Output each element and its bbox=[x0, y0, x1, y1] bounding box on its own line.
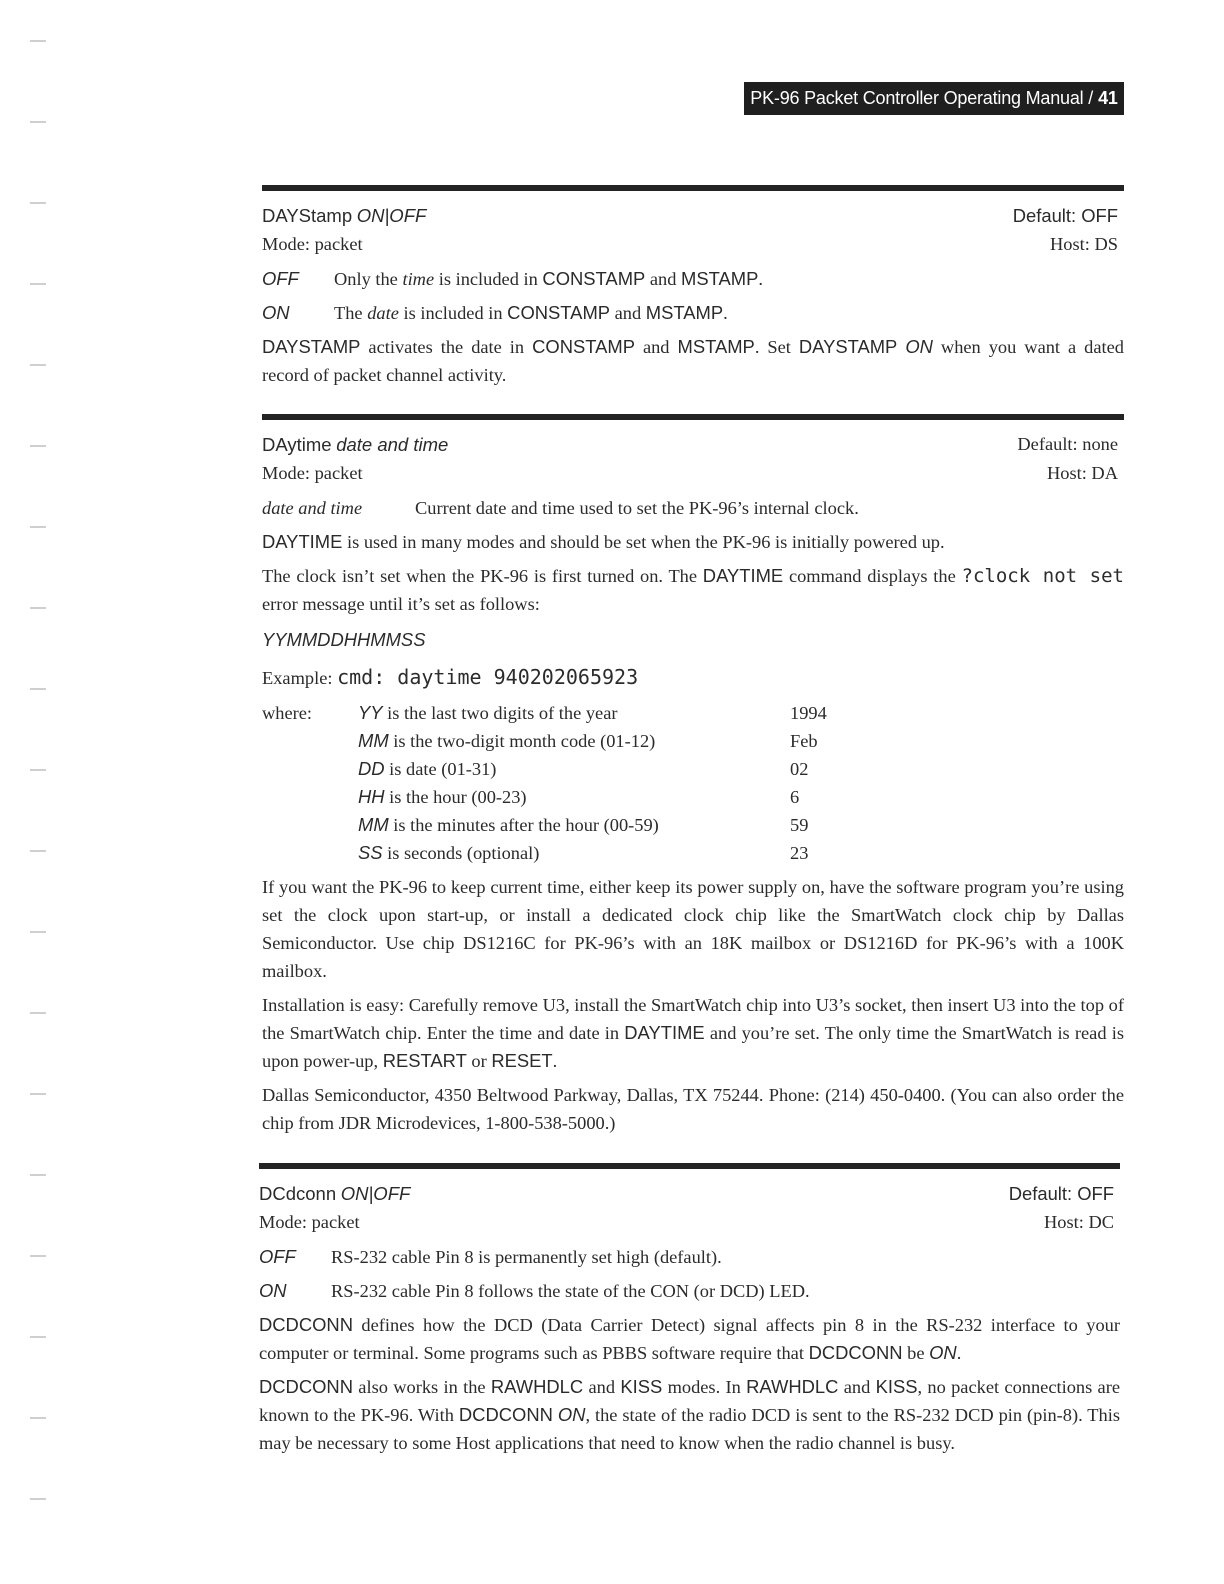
paragraph-keep-time: If you want the PK-96 to keep current time, either keep its power supply on, have the software program you’re using set the clock upon start-up, or install a dedicated clock chip like the SmartWatch clock chip by Dallas Semiconductor. Use chip DS1216C for PK-96’s with an 18K mailbox or DS1216D for PK-96’s with a 100K mailbox. bbox=[262, 877, 1124, 981]
binding-tick bbox=[30, 364, 46, 366]
binding-tick bbox=[30, 121, 46, 123]
paragraph-contact: Dallas Semiconductor, 4350 Beltwood Parkway, Dallas, TX 75244. Phone: (214) 450-0400. (You can also order the chip from JDR Microdevices, 1-800-538-5000.) bbox=[262, 1085, 1124, 1133]
binding-tick bbox=[30, 1255, 46, 1257]
option-off bbox=[262, 265, 1124, 293]
where-row: DD is date (01-31) 02 bbox=[358, 758, 809, 779]
option-text: RS-232 cable Pin 8 is permanently set high (default). bbox=[331, 1247, 722, 1267]
where-row: YY is the last two digits of the year 1994 bbox=[358, 702, 827, 723]
binding-tick bbox=[30, 931, 46, 933]
option-text: RS-232 cable Pin 8 follows the state of the CON (or DCD) LED. bbox=[331, 1281, 810, 1301]
paragraph-usage: DAYTIME is used in many modes and should be set when the PK-96 is initially powered up. bbox=[262, 531, 945, 552]
binding-tick bbox=[30, 1174, 46, 1176]
binding-tick bbox=[30, 202, 46, 204]
binding-tick bbox=[30, 445, 46, 447]
description-paragraph: DAYSTAMP activates the date in CONSTAMP and MSTAMP. Set DAYSTAMP ON when you want a dated record of packet channel activity. bbox=[262, 336, 1125, 385]
command-name: DAYStamp bbox=[262, 205, 353, 226]
example-code: cmd: daytime 940202065923 bbox=[337, 665, 639, 689]
option-text: The date is included in CONSTAMP and MSTAMP. bbox=[334, 302, 728, 323]
binding-tick bbox=[30, 850, 46, 852]
option-text: Current date and time used to set the PK-96’s internal clock. bbox=[415, 498, 859, 518]
where-row: HH is the hour (00-23) 6 bbox=[358, 786, 800, 807]
option-key: OFF bbox=[262, 268, 299, 289]
binding-tick bbox=[30, 1012, 46, 1014]
binding-tick bbox=[30, 1336, 46, 1338]
binding-margin bbox=[26, 30, 46, 1530]
option-key: OFF bbox=[259, 1246, 296, 1267]
command-line bbox=[262, 430, 1124, 459]
option-date-and-time bbox=[262, 494, 1124, 522]
where-label: where: bbox=[262, 703, 313, 723]
host-code: Host: DA bbox=[1046, 463, 1118, 483]
default-value: Default: OFF bbox=[1012, 205, 1118, 226]
paragraph-clock-not-set: The clock isn’t set when the PK-96 is first turned on. The DAYTIME command displays the ?clock not set error message until it’s set as follows: bbox=[262, 565, 1124, 614]
page-number: 41 bbox=[1098, 88, 1118, 108]
binding-tick bbox=[30, 526, 46, 528]
option-key: ON bbox=[262, 302, 290, 323]
paragraph-dcd-signal: DCDCONN defines how the DCD (Data Carrier Detect) signal affects pin 8 in the RS-232 interface to your computer or terminal. Some programs such as PBBS software require that DCDCONN be ON. bbox=[259, 1314, 1120, 1363]
command-args: date and time bbox=[336, 434, 449, 455]
option-on bbox=[259, 1277, 1120, 1305]
option-on bbox=[262, 299, 1124, 327]
binding-tick bbox=[30, 769, 46, 771]
binding-tick bbox=[30, 1417, 46, 1419]
command-args: ON|OFF bbox=[356, 205, 427, 226]
mode-line bbox=[259, 1208, 1120, 1237]
header-title: PK-96 Packet Controller Operating Manual / bbox=[750, 88, 1094, 108]
option-key: date and time bbox=[262, 498, 363, 518]
mode-line bbox=[262, 230, 1124, 259]
binding-tick bbox=[30, 1093, 46, 1095]
binding-tick bbox=[30, 40, 46, 42]
host-code: Host: DC bbox=[1044, 1212, 1114, 1232]
command-name: DCdconn bbox=[259, 1183, 337, 1204]
command-line bbox=[262, 201, 1124, 230]
dcdconn-entry bbox=[259, 1163, 1120, 1457]
example-line: Example: cmd: daytime 940202065923 bbox=[262, 665, 639, 689]
section-rule bbox=[262, 185, 1124, 191]
command-args: ON|OFF bbox=[340, 1183, 411, 1204]
binding-tick bbox=[30, 283, 46, 285]
mode: Mode: packet bbox=[262, 234, 363, 254]
section-rule bbox=[259, 1163, 1120, 1169]
mode-line bbox=[262, 459, 1124, 488]
mode: Mode: packet bbox=[262, 463, 363, 483]
binding-tick bbox=[30, 1498, 46, 1500]
daystamp-entry bbox=[262, 185, 1124, 389]
where-row: SS is seconds (optional) 23 bbox=[358, 842, 809, 863]
format-string: YYMMDDHHMMSS bbox=[262, 629, 426, 650]
paragraph-modes: DCDCONN also works in the RAWHDLC and KISS modes. In RAWHDLC and KISS, no packet connections are known to the PK-96. With DCDCONN ON, the state of the radio DCD is sent to the RS-232 DCD pin (pin-8). This may be necessary to some Host applications that need to know when the radio channel is busy. bbox=[259, 1376, 1121, 1453]
default-value: Default: OFF bbox=[1008, 1183, 1114, 1204]
option-off bbox=[259, 1243, 1120, 1271]
host-code: Host: DS bbox=[1050, 234, 1118, 254]
binding-tick bbox=[30, 607, 46, 609]
where-row: MM is the minutes after the hour (00-59) 59 bbox=[358, 814, 809, 835]
running-header bbox=[744, 82, 1124, 115]
option-key: ON bbox=[259, 1280, 287, 1301]
paragraph-installation: Installation is easy: Carefully remove U3, install the SmartWatch chip into U3’s socket, then insert U3 into the top of the SmartWatch chip. Enter the time and date in DAYTIME and you’re set. The only time the SmartWatch is read is upon power-up, RESTART or RESET. bbox=[262, 995, 1124, 1071]
daytime-entry bbox=[262, 414, 1124, 1137]
command-line bbox=[259, 1179, 1120, 1208]
section-rule bbox=[262, 414, 1124, 420]
default-value: Default: none bbox=[1017, 434, 1118, 454]
binding-tick bbox=[30, 688, 46, 690]
option-text: Only the time is included in CONSTAMP and MSTAMP. bbox=[334, 268, 763, 289]
mode: Mode: packet bbox=[259, 1212, 360, 1232]
command-name: DAytime bbox=[262, 434, 332, 455]
where-row: MM is the two-digit month code (01-12) Feb bbox=[358, 730, 818, 751]
where-table bbox=[262, 699, 1124, 867]
